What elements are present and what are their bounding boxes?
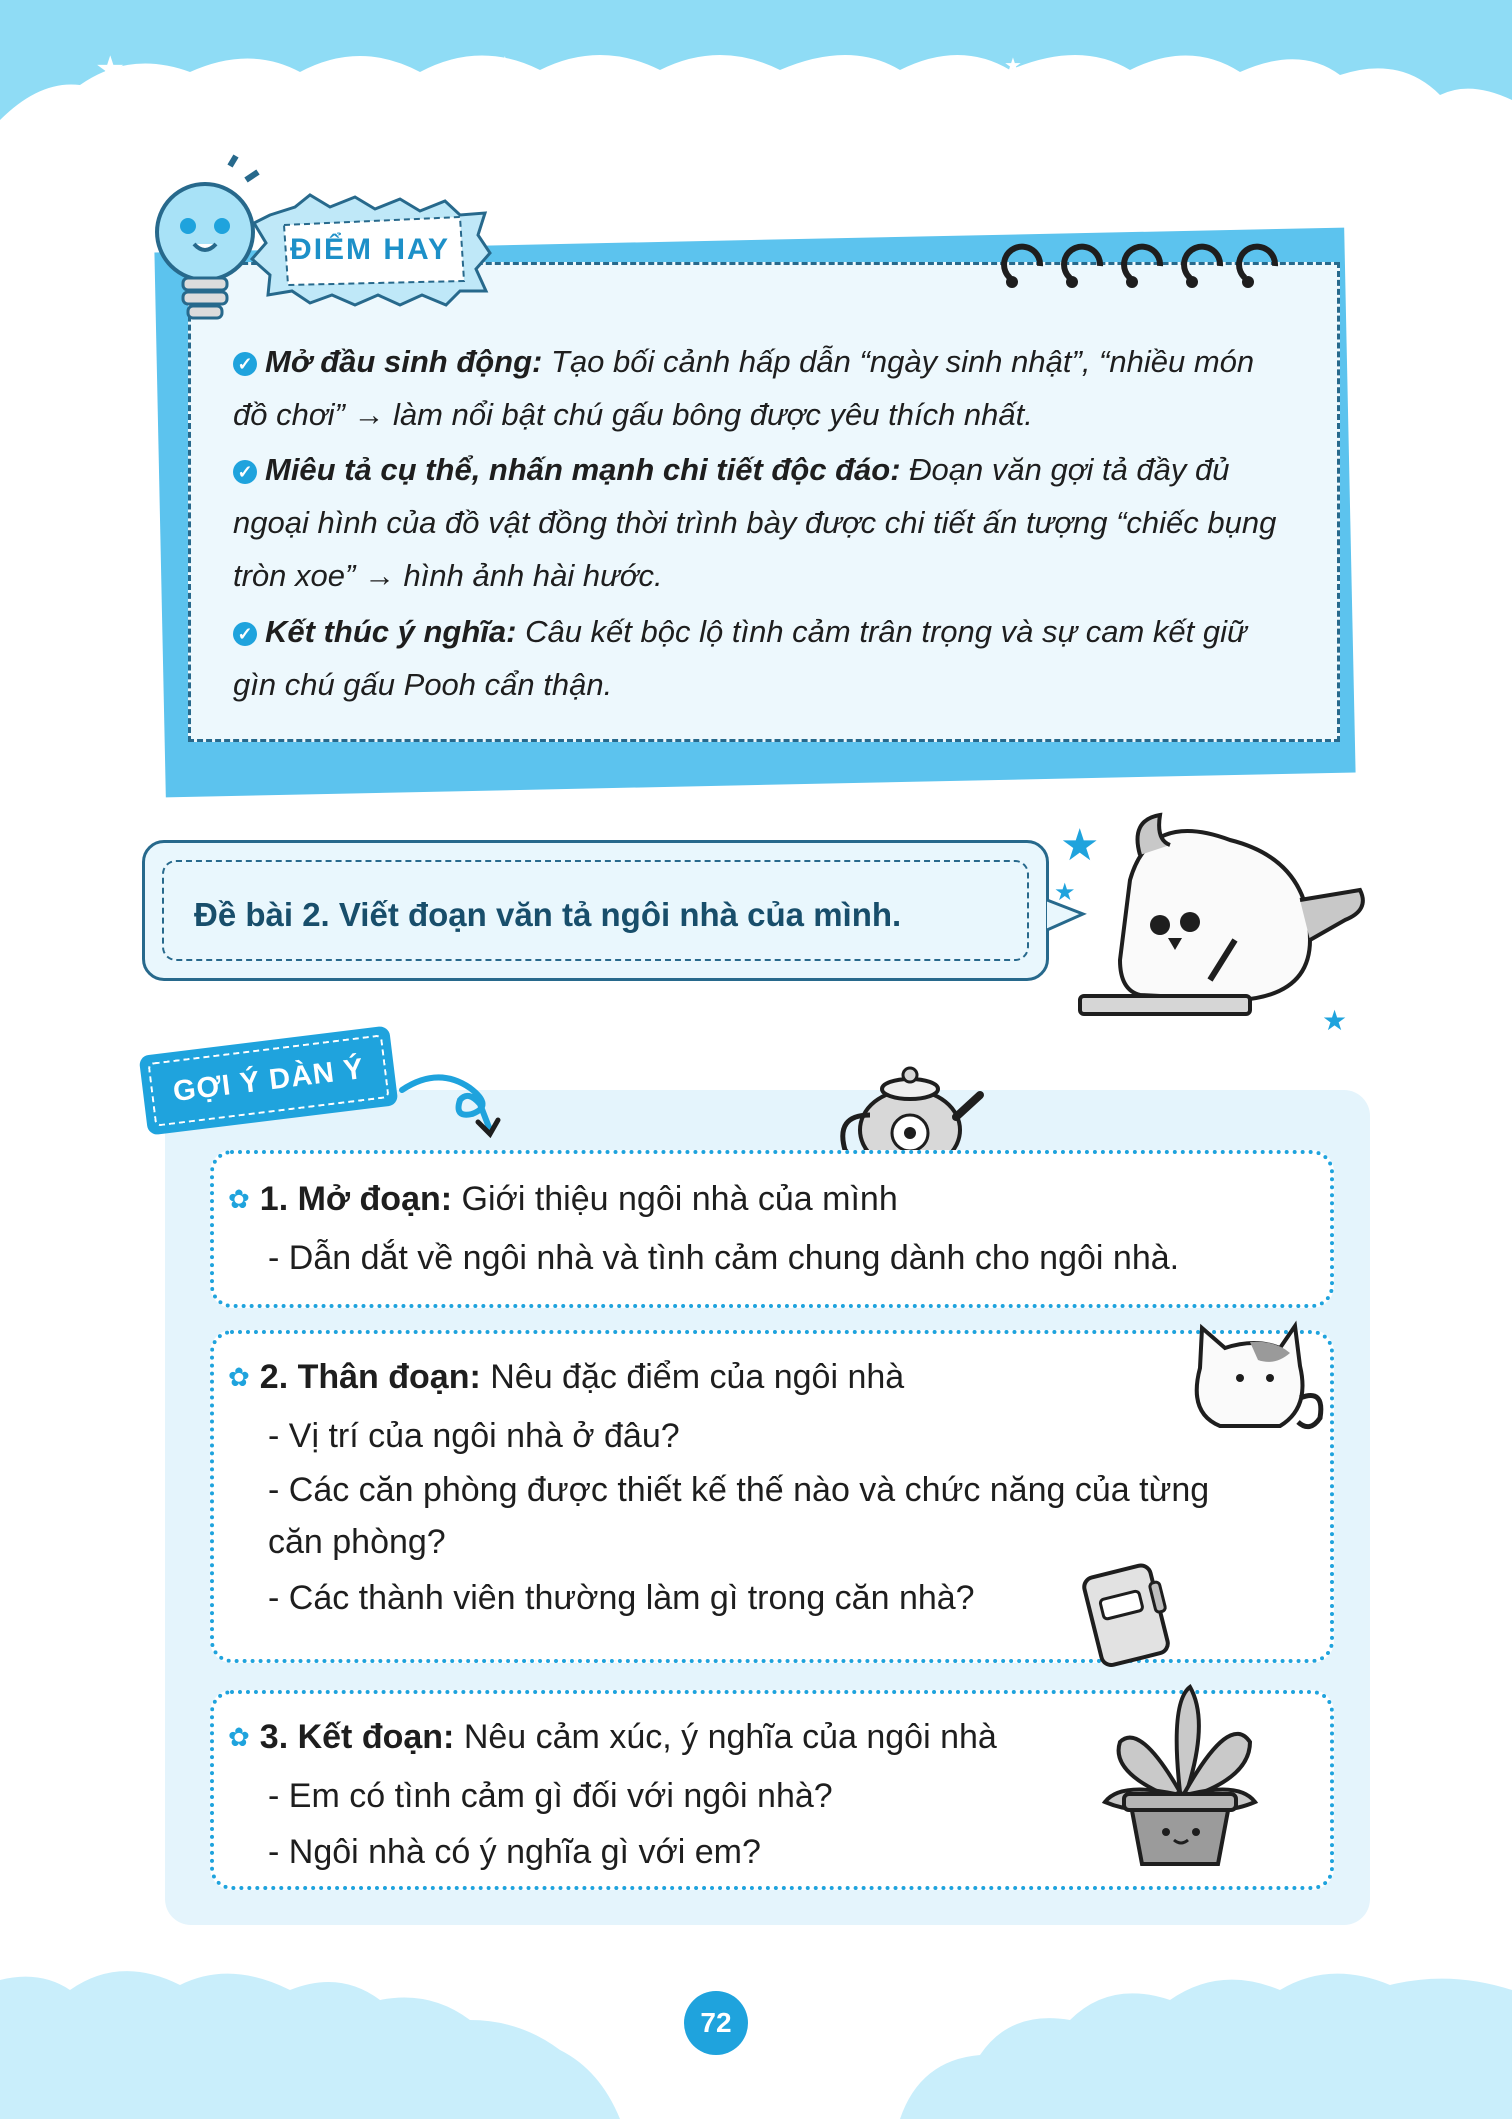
page-number: 72 bbox=[684, 1991, 748, 2055]
section-title: 3. Kết đoạn: bbox=[259, 1718, 455, 1756]
outline-tag-label: GỢI Ý DÀN Ý bbox=[171, 1052, 366, 1109]
curly-arrow-icon bbox=[398, 1070, 508, 1140]
topic-bubble bbox=[142, 840, 1049, 981]
section-line: căn phòng? bbox=[268, 1523, 446, 1561]
flower-icon: ✿ bbox=[228, 1184, 250, 1214]
check-icon: ✓ bbox=[233, 460, 257, 484]
tip-text: Câu kết bộc lộ tình cảm trân trọng và sự cam kết giữ gìn chú gấu Pooh cẩn thận. bbox=[233, 614, 1247, 702]
star-icon: ★ bbox=[495, 52, 515, 77]
tips-box bbox=[188, 262, 1340, 742]
tips-badge-label: ĐIỂM HAY bbox=[290, 233, 450, 266]
section-heading bbox=[228, 1176, 898, 1222]
tip-text: Tạo bối cảnh hấp dẫn “ngày sinh nhật”, “nhiều món đồ chơi” → làm nổi bật chú gấu bông được yêu thích nhất. bbox=[233, 344, 1255, 432]
topic-inner-frame bbox=[162, 860, 1029, 961]
notebook-illustration bbox=[1072, 1560, 1182, 1670]
section-line: - Ngôi nhà có ý nghĩa gì với em? bbox=[268, 1833, 761, 1871]
tip-title: Mở đầu sinh động: bbox=[265, 344, 543, 379]
tip-text: Đoạn văn gợi tả đầy đủ ngoại hình của đồ vật đồng thời trình bày được chi tiết ấn tượng “chiếc bụng tròn xoe” → hình ảnh hài hước. bbox=[233, 452, 1277, 593]
chick-reading-illustration bbox=[1054, 800, 1380, 1040]
topic-title: Đề bài 2. Viết đoạn văn tả ngôi nhà của mình. bbox=[194, 896, 902, 933]
section-subtitle: Nêu đặc điểm của ngôi nhà bbox=[480, 1358, 905, 1396]
potted-plant-illustration bbox=[1100, 1682, 1260, 1872]
lightbulb-icon bbox=[150, 160, 260, 335]
section-line: - Em có tình cảm gì đối với ngôi nhà? bbox=[268, 1777, 833, 1815]
star-icon: ★ bbox=[95, 50, 126, 88]
tip-item bbox=[233, 605, 1293, 711]
bottom-cloud-border bbox=[0, 1960, 1512, 2119]
star-icon: ★ bbox=[1004, 55, 1022, 77]
outline-section-opening bbox=[210, 1150, 1334, 1308]
check-icon: ✓ bbox=[233, 352, 257, 376]
tips-badge bbox=[250, 195, 490, 305]
section-title: 1. Mở đoạn: bbox=[259, 1180, 453, 1218]
check-icon: ✓ bbox=[233, 622, 257, 646]
tip-title: Kết thúc ý nghĩa: bbox=[265, 614, 517, 649]
binder-rings-icon bbox=[990, 238, 1280, 298]
tip-item bbox=[233, 443, 1293, 602]
section-line: - Các căn phòng được thiết kế thế nào và chức năng của từng bbox=[268, 1471, 1210, 1509]
section-line: - Vị trí của ngôi nhà ở đâu? bbox=[268, 1417, 680, 1455]
star-icon: ★ bbox=[1270, 55, 1303, 96]
tip-item bbox=[233, 335, 1293, 441]
star-icon: ✦ bbox=[718, 55, 732, 72]
star-icon: ★ bbox=[50, 92, 67, 112]
section-subtitle: Nêu cảm xúc, ý nghĩa của ngôi nhà bbox=[454, 1718, 997, 1756]
top-cloud-border bbox=[0, 0, 1512, 140]
tip-title: Miêu tả cụ thể, nhấn mạnh chi tiết độc đáo: bbox=[265, 452, 901, 487]
section-heading bbox=[228, 1714, 997, 1760]
svg-text:★: ★ bbox=[1322, 1005, 1348, 1036]
section-subtitle: Giới thiệu ngôi nhà của mình bbox=[452, 1180, 898, 1218]
svg-text:★: ★ bbox=[1060, 821, 1100, 870]
section-line: - Dẫn dắt về ngôi nhà và tình cảm chung dành cho ngôi nhà. bbox=[268, 1239, 1180, 1277]
section-heading bbox=[228, 1354, 904, 1400]
flower-icon: ✿ bbox=[228, 1722, 250, 1752]
flower-icon: ✿ bbox=[228, 1362, 250, 1392]
cat-illustration bbox=[1180, 1318, 1330, 1438]
section-line: - Các thành viên thường làm gì trong căn nhà? bbox=[268, 1579, 975, 1617]
svg-text:★: ★ bbox=[1054, 879, 1076, 906]
section-title: 2. Thân đoạn: bbox=[259, 1358, 481, 1396]
